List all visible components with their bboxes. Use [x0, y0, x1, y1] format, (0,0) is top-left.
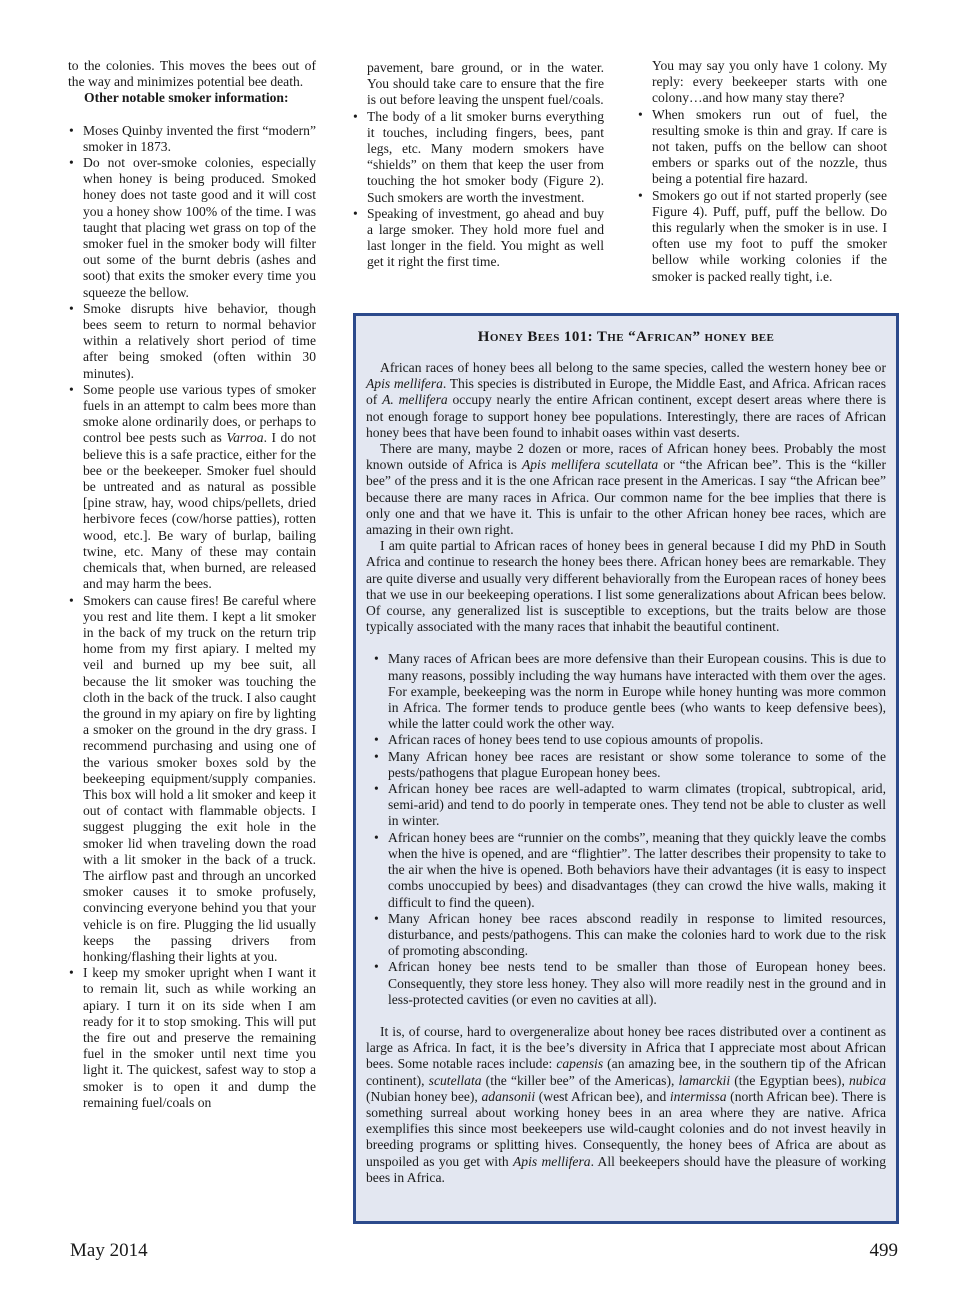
list-item: • Speaking of investment, go ahead and buy a large smoker. They hold more fuel and last longer in the field. You might as well get it right the first time.: [352, 206, 604, 271]
paragraph: to the colonies. This moves the bees out of the way and minimizes potential bee death.: [68, 58, 316, 90]
list-item: • African honey bee nests tend to be smaller than those of European honey bees. Consequently, they store less honey. They also will more readily nest in the ground and in less-protected cavities (or even no cavities at all).: [374, 959, 886, 1008]
list-item: • When smokers run out of fuel, the resulting smoke is thin and gray. If care is not taken, puffs on the bellow can shoot embers or sparks out of the nozzle, thus being a potential fire hazard.: [637, 107, 887, 188]
list-item: • I keep my smoker upright when I want it to remain lit, such as while working an apiary. I turn it on its side when I am ready for it to stop smoking. This will put the fire out and preserve the remaining fuel in the smoker until next time you light it. The quickest, safest way to stop a smoker is to open it and dump the remaining fuel/coals on: [68, 965, 316, 1111]
paragraph: It is, of course, hard to overgeneralize about honey bee races distributed over a continent as large as Africa. In fact, it is the bee’s diversity in Africa that I appreciate most about African bees. Some notable races include: capensis (an amazing bee, in the southern tip of the African continent), scutellata (the “killer bee” of the Americas), lamarckii (the Egyptian bees), nubica (Nubian honey bee), adansonii (west African bee), and intermissa (north African bee). There is something surreal about working honey bees in an area where they are native. Africa exemplifies this since most beekeepers use wild-caught colonies and do not invest heavily in breeding programs or splitting hives. Consequently, the honey bees of Africa are about as unspoiled as you get with Apis mellifera. All beekeepers should have the pleasure of working bees in Africa.: [366, 1023, 886, 1185]
list-item: • Many African honey bee races abscond readily in response to limited resources, disturbance, and pests/pathogens. This can make the colonies hard to work due to the risk of promoting absconding.: [374, 911, 886, 960]
list-item: • Do not over-smoke colonies, especially when honey is being produced. Smoked honey does not taste good and it will cost you a honey show 100% of the time. I was taught that placing wet grass on top of the smoker fuel in the smoker body will filter out some of the burnt debris (ashes and soot) that exits the smoker every time you squeeze the bellow.: [68, 155, 316, 301]
bullet-list: [352, 109, 604, 271]
bullet-list: [68, 123, 316, 1111]
column-2: [352, 60, 604, 271]
list-item: • African honey bee races are well-adapted to warm climates (tropical, subtropical, arid, semi-arid) and tend to do poorly in temperate ones. They tend not be able to cluster as well in winter.: [374, 781, 886, 830]
paragraph: You may say you only have 1 colony. My reply: every beekeeper starts with one colony…and how many stay there?: [652, 58, 887, 106]
paragraph: I am quite partial to African races of honey bees in general because I did my PhD in South Africa and continue to research the honey bees there. African honey bees are remarkable. They are quite diverse and usually very different behaviorally from the European races of honey bees that we use in our beekeeping operations. I list some generalizations about African bees below. Of course, any generalized list is susceptible to exceptions, but the traits below are those typically associated with the many races that inhabit the beautiful continent.: [366, 538, 886, 635]
issue-date: May 2014: [70, 1240, 148, 1261]
paragraph: There are many, maybe 2 dozen or more, races of African honey bees. Probably the most known outside of Africa is Apis mellifera scutellata or “the African bee”. This is the “killer bee” of the press and it is the one African race present in the Americas. I say “the African bee” because there are many races in Africa. Our common name for the bee implies that there is only one and that we have it. This is unfair to the other African honey bee races, which are amazing in their own right.: [366, 441, 886, 538]
list-item: • Some people use various types of smoker fuels in an attempt to calm bees more than smoke alone ordinarily does, or perhaps to control bee pests such as Varroa. I do not believe this is a safe practice, either for the bee or the beekeeper. Smoker fuel should be untreated and as natural as possible [pine straw, hay, wood chips/pellets, dried herbivore feces (cow/horse patties), rotten wood, etc.]. Be wary of burlap, bailing twine, etc. Many of these may contain chemicals that, when burned, are released and may harm the bees.: [68, 382, 316, 593]
list-item: • Many African honey bee races are resistant or show some tolerance to some of the pests/pathogens that plague European honey bees.: [374, 749, 886, 781]
list-item: • Smokers can cause fires! Be careful where you rest and lite them. I kept a lit smoker in the back of my truck on the return trip home from my first apiary. I melted my veil and burned up my bee suit, all because the lit smoker was touching the cloth in the back of the truck. I also caught the ground in my apiary on fire by lighting a smoker on the ground in the dry grass. I recommend purchasing and using one of the various smoker boxes sold by the beekeeping equipment/supply companies. This box will hold a lit smoker and keep it out of contact with flammable objects. I suggest plugging the exit hole in the smoker lid when traveling down the road with a lit smoker in the back of a truck. The airflow past and through an uncorked smoker causes it to smoke profusely, convincing everyone behind you that your vehicle is on fire. Plugging the lid usually keeps the passing drivers from honking/flashing their lights at you.: [68, 593, 316, 966]
paragraph: pavement, bare ground, or in the water. You should take care to ensure that the fire is out before leaving the unspent fuel/coals.: [367, 60, 604, 108]
list-item: • Smokers go out if not started properly (see Figure 4). Puff, puff, puff the bellow. Do this regularly when the smoker is in use. I often use my foot to puff the smoker bellow while working colonies if the smoker is packed really tight, i.e.: [637, 188, 887, 285]
list-item: • Many races of African bees are more defensive than their European cousins. This is due to many reasons, possibly including the way humans have interacted with them over the ages. For example, beekeeping was the norm in Europe while honey hunting was more common in Africa. The former tends to produce gentle bees (who wants to keep defensive bees), while the latter could work the other way.: [374, 651, 886, 732]
column-1: [68, 58, 316, 1111]
column-3: [637, 58, 887, 285]
list-item: • African honey bees are “runnier on the combs”, meaning that they quickly leave the combs when the hive is opened, and are “flightier”. The latter describes their propensity to take to the air when the hive is opened. Both behaviors have their advantages (it is easy to inspect combs unoccupied by bees) and disadvantages (they can crowd the hive walls, making it difficult to find the queen).: [374, 830, 886, 911]
bullet-list: [637, 107, 887, 285]
list-item: • Moses Quinby invented the first “modern” smoker in 1873.: [68, 123, 316, 155]
list-item: • The body of a lit smoker burns everything it touches, including fingers, bees, pant legs, etc. Many modern smokers have “shields” on them that keep the user from touching the hot smoker body (Figure 2). Such smokers are worth the investment.: [352, 109, 604, 206]
list-item: • African races of honey bees tend to use copious amounts of propolis.: [374, 732, 886, 748]
paragraph: African races of honey bees all belong to the same species, called the western honey bee or Apis mellifera. This species is distributed in Europe, the Middle East, and Africa. African races of A. mellifera occupy nearly the entire African continent, except desert areas where there is not enough forage to support honey bee populations. Interestingly, there are races of African honey bees that have been found to inhabit oases within vast deserts.: [366, 360, 886, 440]
honey-bees-101-sidebar: [353, 313, 899, 1224]
sidebar-body: [366, 360, 886, 1186]
subheading: Other notable smoker information:: [84, 90, 289, 106]
list-item: • Smoke disrupts hive behavior, though bees seem to return to normal behavior within a relatively short period of time after being smoked (often within 30 minutes).: [68, 301, 316, 382]
bullet-list: [366, 651, 886, 1007]
sidebar-title: Honey Bees 101: The “African” honey bee: [477, 329, 775, 345]
page-number: 499: [869, 1240, 898, 1261]
